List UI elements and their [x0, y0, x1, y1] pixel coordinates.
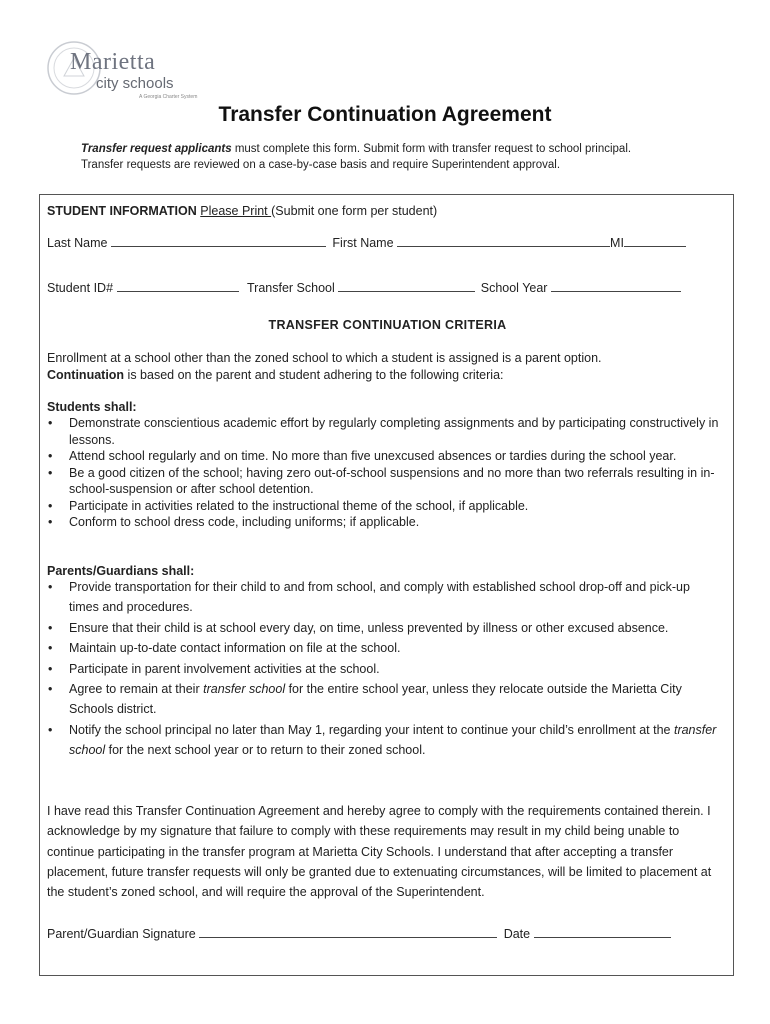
- id-row: [47, 280, 681, 296]
- student-info-heading-row: [47, 203, 437, 219]
- logo-name-marietta: Marietta: [70, 49, 156, 75]
- transfer-school-field[interactable]: [338, 280, 475, 292]
- mi-field[interactable]: [624, 235, 686, 247]
- student-info-heading: STUDENT INFORMATION: [47, 204, 197, 218]
- student-id-field[interactable]: [117, 280, 239, 292]
- list-item: • Provide transportation for their child to and from school, and comply with established school drop-off and pick-up times and procedures.: [48, 580, 690, 615]
- student-info-note: (Submit one form per student): [271, 204, 438, 218]
- name-row: [47, 235, 686, 251]
- students-list: [47, 415, 722, 531]
- list-item: • Agree to remain at their transfer school for the entire school year, unless they relocate outside the Marietta City Schools district.: [48, 682, 682, 717]
- school-year-field[interactable]: [551, 280, 681, 292]
- transfer-school-label: Transfer School: [246, 281, 335, 295]
- page-title: Transfer Continuation Agreement: [218, 103, 552, 126]
- first-name-label: First Name: [332, 236, 394, 250]
- continuation-word: Continuation: [47, 367, 125, 382]
- list-item: • Conform to school dress code, including uniforms; if applicable.: [48, 515, 420, 529]
- intro-rest: must complete this form. Submit form with transfer request to school principal.: [231, 143, 632, 155]
- logo-tagline: A Georgia Charter System: [139, 94, 198, 100]
- district-logo: [46, 40, 216, 102]
- school-year-label: School Year: [480, 281, 548, 295]
- date-label: Date: [503, 927, 531, 941]
- parents-list: [47, 577, 722, 761]
- criteria-line1: Enrollment at a school other than the zoned school to which a student is assigned is a parent option.: [47, 351, 602, 365]
- intro-lead: Transfer request applicants: [81, 143, 232, 155]
- signature-field[interactable]: [199, 926, 497, 938]
- list-item: • Ensure that their child is at school every day, on time, unless prevented by illness or other excused absence.: [48, 620, 669, 635]
- acknowledgement-paragraph: I have read this Transfer Continuation Agreement and hereby agree to comply with the requirements contained therein. I acknowledge by my signature that failure to comply with these requirements may result in my child being unable to continue participating in the transfer program at Marietta City Schools. I understand that after accepting a transfer placement, future transfer requests will only be granted due to extenuating circumstances, will be limited to placement at the student’s zoned school, and will require the approval of the Superintendent.: [47, 804, 712, 900]
- criteria-heading: TRANSFER CONTINUATION CRITERIA: [268, 318, 507, 332]
- form-box: [39, 194, 734, 976]
- list-item: • Be a good citizen of the school; having zero out-of-school suspensions and no more than two referrals resulting in in-school-suspension or after school detention.: [48, 465, 715, 496]
- list-item: • Participate in activities related to the instructional theme of the school, if applicable.: [48, 498, 529, 513]
- signature-label: Parent/Guardian Signature: [47, 927, 196, 941]
- logo-name-city-schools: city schools: [96, 75, 174, 92]
- list-item: • Maintain up-to-date contact information on file at the school.: [48, 641, 401, 656]
- first-name-field[interactable]: [397, 235, 610, 247]
- intro-text: [81, 141, 721, 173]
- students-heading: Students shall:: [47, 400, 137, 414]
- list-item: • Demonstrate conscientious academic effort by regularly completing assignments and by participating constructively in lessons.: [48, 416, 719, 447]
- last-name-field[interactable]: [111, 235, 326, 247]
- mi-label: MI: [610, 236, 624, 250]
- signature-row: [47, 926, 671, 942]
- intro-line2: Transfer requests are reviewed on a case-by-case basis and require Superintendent approval.: [81, 159, 561, 171]
- last-name-label: Last Name: [47, 236, 108, 250]
- list-item: • Notify the school principal no later than May 1, regarding your intent to continue your child’s enrollment at the transfer school for the next school year or to return to their zoned school.: [48, 722, 717, 758]
- date-field[interactable]: [534, 926, 671, 938]
- criteria-paragraph: [47, 350, 722, 383]
- criteria-line2: is based on the parent and student adhering to the following criteria:: [124, 367, 504, 382]
- please-print: Please Print: [200, 204, 272, 218]
- parents-heading: Parents/Guardians shall:: [47, 564, 195, 578]
- list-item: • Participate in parent involvement activities at the school.: [48, 661, 380, 676]
- list-item: • Attend school regularly and on time. No more than five unexcused absences or tardies during the school year.: [48, 449, 677, 463]
- student-id-label: Student ID#: [47, 281, 114, 295]
